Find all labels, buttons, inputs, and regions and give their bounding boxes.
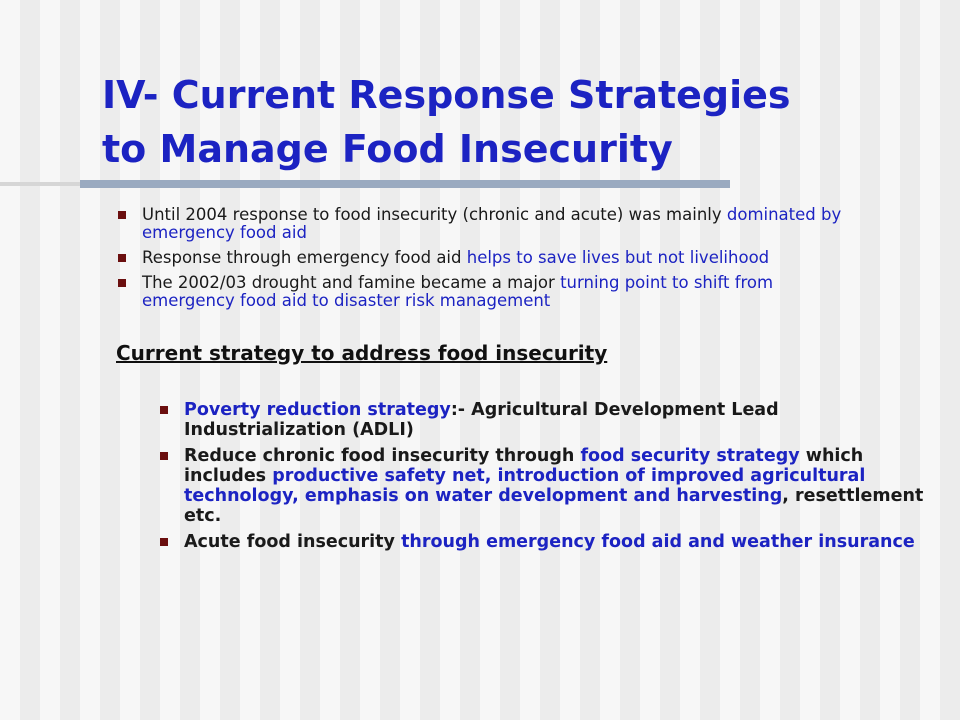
strategy-text: Acute food insecurity [184, 532, 402, 552]
title-divider [80, 180, 730, 188]
bullet-text: Until 2004 response to food insecurity (chronic and acute) was mainly [142, 205, 727, 224]
title-line-1: IV- Current Response Strategies [102, 73, 791, 117]
bullet-item [118, 206, 858, 242]
strategy-item [160, 400, 940, 440]
strategy-highlight: Poverty reduction strategy [184, 400, 451, 420]
strategy-highlight: productive safety net, introduction of improved agricultural technology, emphasis on water development and harvesting [184, 466, 866, 506]
bullet-highlight: turning point to shift from emergency food aid to disaster risk management [142, 273, 774, 310]
bullet-item [118, 249, 858, 267]
response-bullets [118, 206, 858, 317]
strategy-highlight: food security strategy [580, 446, 800, 466]
strategy-text: , resettlement etc. [184, 486, 924, 526]
bullet-highlight: dominated by emergency food aid [142, 205, 842, 242]
strategy-bullets [160, 400, 940, 558]
bullet-item [118, 274, 858, 310]
strategy-text: Reduce chronic food insecurity through [184, 446, 581, 466]
bullet-text: The 2002/03 drought and famine became a major [142, 273, 561, 292]
strategy-item [160, 446, 940, 526]
bullet-text: Response through emergency food aid [142, 248, 467, 267]
bullet-highlight: helps to save lives but not livelihood [466, 248, 770, 267]
slide-title [102, 68, 902, 176]
strategy-text: :- Agricultural Development Lead Industrialization (ADLI) [184, 400, 779, 440]
subheading: Current strategy to address food insecurity [116, 341, 608, 365]
strategy-item [160, 532, 940, 552]
title-line-2: to Manage Food Insecurity [102, 127, 673, 171]
title-divider-left [0, 182, 80, 186]
strategy-highlight: through emergency food aid and weather insurance [401, 532, 915, 552]
strategy-text: which includes [184, 446, 864, 486]
